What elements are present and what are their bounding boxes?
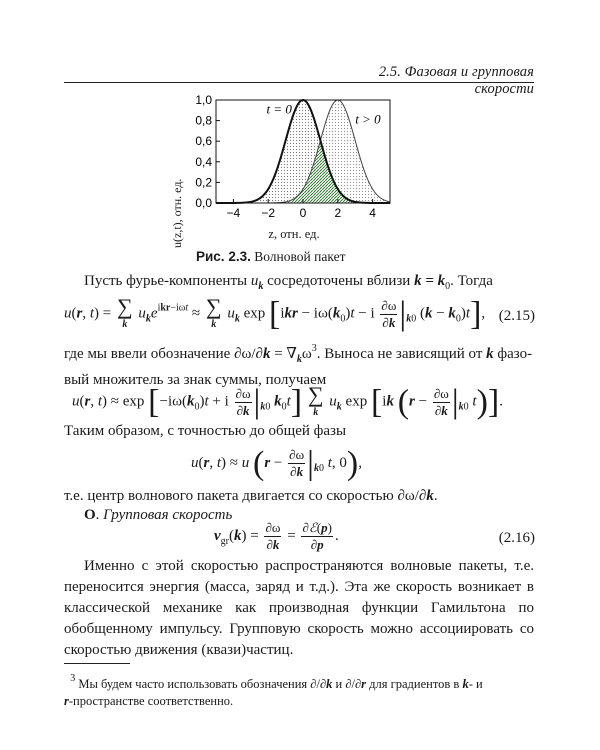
paragraph-5: O. Групповая скорость [84, 507, 233, 523]
label-tgt0: t > 0 [355, 111, 381, 127]
equation-factored: u(r, $t) \approx \exp [-i\omega(k_0)t + i$ $\frac{\partial\omega}{\partial k}$ $|_{k0}$ $k_0t$] ∑ k $u_k$ exp [ik (r − $\frac{\partial\omega}{\partial k}$ $|_{k0}$ t)]. [72, 382, 503, 421]
wave-packet-figure [166, 88, 406, 268]
footnote-text-d: - и [468, 677, 483, 691]
para4-text: т.е. центр волнового пакета двигается со скоростью ∂ω/∂ [64, 488, 427, 504]
footnote-text-e: -пространстве соответственно. [68, 694, 234, 708]
para2-line1a: где мы ввели обозначение ∂ω/∂ [64, 346, 263, 362]
para1-mid: сосредоточены вблизи [267, 273, 411, 289]
y-tick-label: 0,0 [195, 196, 212, 210]
para1-end: . Тогда [450, 273, 493, 289]
caption-text: Волновой пакет [254, 249, 346, 264]
header-rule [64, 82, 534, 83]
para1-relsub: 0 [445, 281, 451, 292]
x-axis-label: z, отн. ед. [268, 227, 320, 241]
footnote-r: r [361, 677, 367, 691]
para2-line2: вый множитель за знак суммы, получаем [64, 372, 327, 388]
paragraph-1 [64, 271, 534, 297]
x-tick-label: 4 [369, 206, 376, 220]
paragraph-3: Таким образом, с точностью до общей фазы [64, 423, 347, 439]
footnote-rule [64, 663, 130, 664]
x-tick-label: −4 [226, 206, 241, 220]
paragraph-4: т.е. центр волнового пакета двигается со скоростью ∂ω/∂k. [64, 488, 438, 504]
caption-label: Рис. 2.3. [196, 249, 251, 264]
para2-omega: ω [301, 346, 312, 362]
footnote-text-c: для градиентов в [369, 677, 460, 691]
x-tick-label: 2 [334, 206, 342, 220]
para5-title: Групповая скорость [103, 507, 233, 523]
x-tick-label: 0 [299, 206, 307, 220]
y-tick-label: 1,0 [195, 93, 212, 107]
x-tick-label: −2 [261, 206, 276, 220]
para5-marker: O [84, 507, 96, 523]
equation-number-2-15: (2.15) [498, 308, 535, 324]
footnote-text-b: и ∂/∂ [335, 677, 362, 691]
running-header: 2.5. Фазовая и групповая скорости [378, 64, 534, 97]
para1-subscript: k [258, 281, 264, 292]
y-tick-label: 0,4 [195, 154, 212, 169]
para2-k: k [262, 346, 271, 362]
figure-caption [196, 249, 416, 265]
footnote-k: k [326, 677, 333, 691]
footnote-text-a: Мы будем часто использовать обозначения ∂/∂ [78, 677, 327, 691]
para2-eq: = ∇ [270, 346, 297, 362]
y-axis-label: u(z,t), отн. ед. [170, 178, 184, 248]
y-tick-label: 0,8 [195, 113, 212, 128]
para2-line1c: . Выноса не зависящий от [316, 346, 483, 362]
equation-2-16: $v_{gr}(k)$ = $\frac{\partial\omega}{\partial k}$ = $\frac{\text{∂ℰ(p)}}{\partial p}$ . [214, 520, 339, 552]
paragraph-2: где мы ввели обозначение $\partial\omega/\partial k = \nabla_k\omega^3$. Выноса не зависящий от k фазо- вый множитель за знак суммы, получаем [64, 343, 533, 388]
equation-phase: u(r, t) ≈ u (r − $\frac{\partial\omega}{\partial k}$ $|_{k0}$ t, 0), [191, 445, 362, 482]
label-t0: t = 0 [266, 101, 292, 117]
para2-sup: 3 [311, 343, 317, 354]
para1-symbol: u [250, 273, 259, 289]
footnote-mark: 3 [70, 673, 76, 684]
para2-line1d: фазо- [497, 346, 533, 362]
y-tick-label: 0,2 [195, 175, 212, 190]
para1-relation: k = k [414, 273, 446, 289]
y-tick-label: 0,6 [195, 134, 212, 149]
para1-text: Пусть фурье-компоненты [84, 273, 248, 289]
equation-2-15: u(r, t) = ∑ k $u_ke^{ikr-i\omega t}$ ≈ ∑ k $u_k$ $\exp [ikr - i\omega(k_0)t - i$ $\frac{\partial\omega}{\partial k}$ $|_{k0}$ $(k - k_0)t$], [64, 294, 486, 333]
equation-number-2-16: (2.16) [498, 530, 535, 546]
paragraph-6: Именно с этой скоростью распространяются волновые пакеты, т.е. переносится энергия (масса, заряд и т.д.). Эта же скорость возникает в классической механике как производная функции Гамильтона по обобщенному импульсу. Групповую скорость можно ассоциировать со скоростью движения (квази)частиц. [64, 558, 534, 658]
footnote: $^3$ Мы будем часто использовать обозначения ∂/∂k и ∂/∂r для градиентов в k- и r-пространстве соответственно. [64, 673, 483, 708]
